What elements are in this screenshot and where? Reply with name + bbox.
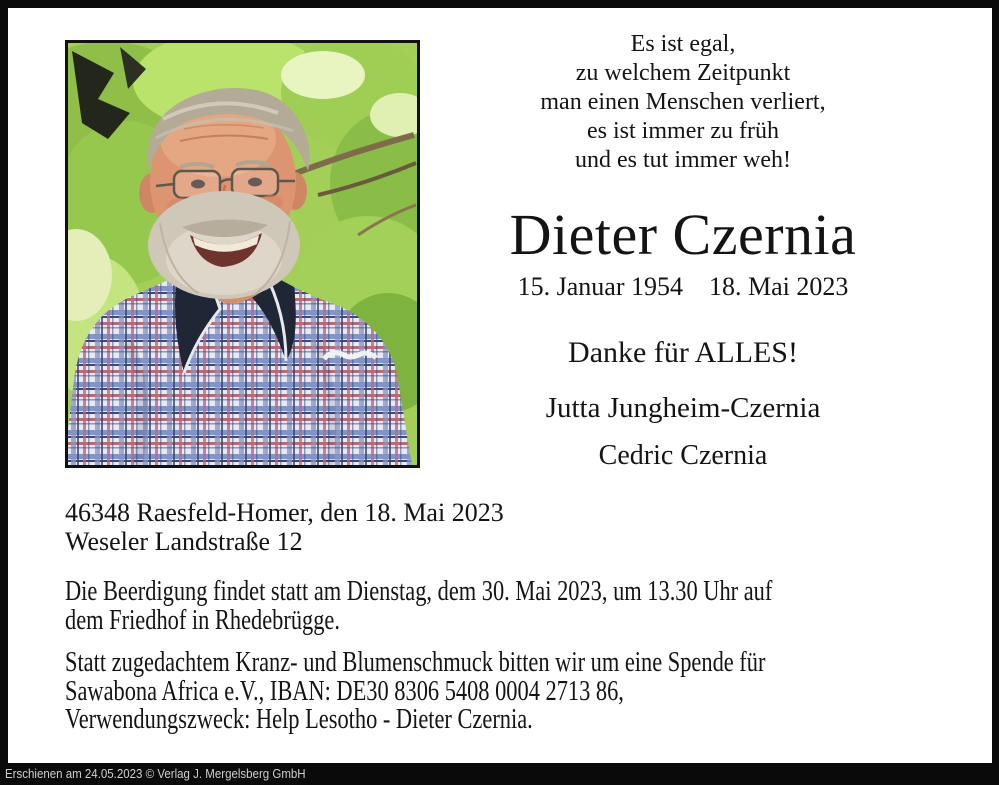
donation-info bbox=[65, 649, 941, 735]
address-line: 46348 Raesfeld-Homer, den 18. Mai 2023 bbox=[65, 498, 504, 527]
poem bbox=[420, 30, 946, 175]
publication-credit: Erschienen am 24.05.2023 © Verlag J. Mergelsberg GmbH bbox=[5, 767, 306, 781]
donation-line: Statt zugedachtem Kranz- und Blumenschmuck bitten wir um eine Spende für bbox=[65, 647, 766, 678]
mourner-name: Jutta Jungheim-Czernia bbox=[545, 392, 821, 424]
funeral-info bbox=[65, 577, 949, 635]
funeral-line: Die Beerdigung findet statt am Dienstag, dem 30. Mai 2023, um 13.30 Uhr auf bbox=[65, 576, 773, 607]
funeral-line: dem Friedhof in Rhedebrügge. bbox=[65, 605, 340, 636]
poem-line: Es ist egal, bbox=[630, 31, 736, 57]
donation-line: Verwendungszweck: Help Lesotho - Dieter Czernia. bbox=[65, 704, 533, 735]
deceased-name: Dieter Czernia bbox=[509, 202, 857, 267]
portrait-illustration bbox=[68, 43, 417, 465]
death-date: 18. Mai 2023 bbox=[708, 272, 849, 301]
poem-line: es ist immer zu früh bbox=[587, 118, 779, 144]
donation-line: Sawabona Africa e.V., IBAN: DE30 8306 5408 0004 2713 86, bbox=[65, 675, 624, 707]
poem-line: und es tut immer weh! bbox=[575, 147, 791, 173]
address-block bbox=[65, 498, 504, 556]
poem-line: man einen Menschen verliert, bbox=[540, 89, 826, 115]
publication-footer bbox=[0, 763, 999, 785]
address-line: Weseler Landstraße 12 bbox=[65, 527, 303, 556]
mourner-name: Cedric Czernia bbox=[598, 440, 768, 471]
birth-date: 15. Januar 1954 bbox=[517, 272, 683, 301]
life-dates bbox=[420, 272, 946, 302]
poem-line: zu welchem Zeitpunkt bbox=[575, 60, 791, 86]
thanks-message: Danke für ALLES! bbox=[568, 336, 798, 369]
portrait-photo bbox=[65, 40, 420, 468]
